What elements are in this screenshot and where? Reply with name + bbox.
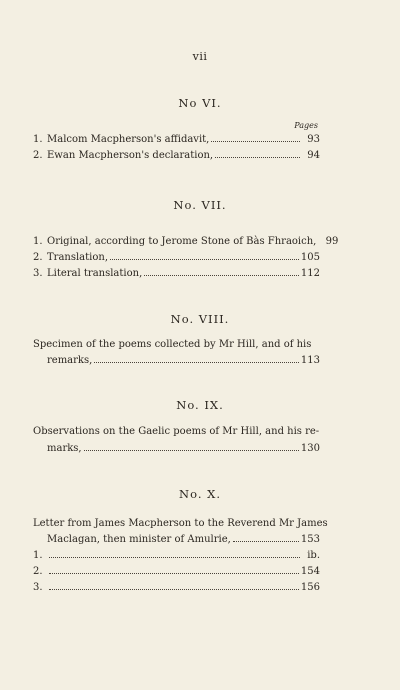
dot-leader — [110, 258, 299, 260]
entry-number: 1. — [33, 134, 43, 145]
entry-number: 2. — [33, 566, 43, 577]
toc-entry — [33, 134, 320, 146]
dot-leader — [215, 156, 300, 158]
entry-page: 154 — [300, 566, 320, 577]
entry-intro-line: Observations on the Gaelic poems of Mr Hill, and his re- — [33, 426, 320, 437]
dot-leader — [211, 140, 300, 142]
entry-page: 112 — [300, 268, 320, 279]
entry-title: Malcom Macpherson's affidavit, — [47, 134, 210, 145]
section-heading-x: No. X. — [179, 487, 221, 501]
entry-page: 113 — [300, 355, 320, 366]
entry-number: 1. — [33, 236, 43, 247]
pages-column-label: Pages — [294, 121, 318, 130]
entry-intro-line: Letter from James Macpherson to the Reverend Mr James — [33, 518, 328, 529]
entry-page: 153 — [300, 534, 320, 545]
entry-title: Literal translation, — [47, 268, 143, 279]
dot-leader — [84, 449, 299, 451]
entry-intro-line: Specimen of the poems collected by Mr Hill, and of his — [33, 339, 312, 350]
toc-entry — [33, 252, 320, 264]
entry-number: 2. — [33, 252, 43, 263]
entry-page: 94 — [307, 150, 320, 161]
section-heading-viii: No. VIII. — [170, 312, 230, 326]
toc-entry — [47, 443, 320, 455]
entry-number: 1. — [33, 550, 43, 561]
dot-leader — [94, 361, 299, 363]
dot-leader — [144, 274, 299, 276]
entry-title: Ewan Macpherson's declaration, — [47, 150, 214, 161]
entry-page: 130 — [300, 443, 320, 454]
toc-entry — [33, 268, 320, 280]
entry-page: 93 — [307, 134, 320, 145]
entry-title: Translation, — [47, 252, 109, 263]
entry-page: ib. — [307, 550, 320, 561]
entry-title: Original, according to Jerome Stone of Bàs Fhraoich, — [47, 236, 317, 247]
entry-page: 156 — [300, 582, 320, 593]
entry-number: 3. — [33, 268, 43, 279]
entry-number: 2. — [33, 150, 43, 161]
section-heading-vii: No. VII. — [173, 198, 227, 212]
toc-entry — [47, 355, 320, 367]
dot-leader — [49, 572, 299, 574]
page-folio: vii — [192, 50, 208, 63]
dot-leader — [49, 588, 299, 590]
dot-leader — [233, 540, 299, 542]
entry-title: marks, — [47, 443, 82, 454]
section-heading-vi: No VI. — [178, 96, 222, 110]
section-heading-ix: No. IX. — [176, 398, 224, 412]
entry-number: 3. — [33, 582, 43, 593]
entry-title: Maclagan, then minister of Amulrie, — [47, 534, 231, 545]
dot-leader — [49, 556, 300, 558]
entry-page: 99 — [325, 236, 339, 247]
toc-entry — [33, 582, 320, 594]
toc-entry — [33, 150, 320, 162]
toc-entry — [47, 534, 320, 546]
entry-title: remarks, — [47, 355, 93, 366]
toc-entry — [33, 566, 320, 578]
toc-entry — [33, 236, 339, 248]
toc-entry — [33, 550, 320, 562]
entry-page: 105 — [300, 252, 320, 263]
